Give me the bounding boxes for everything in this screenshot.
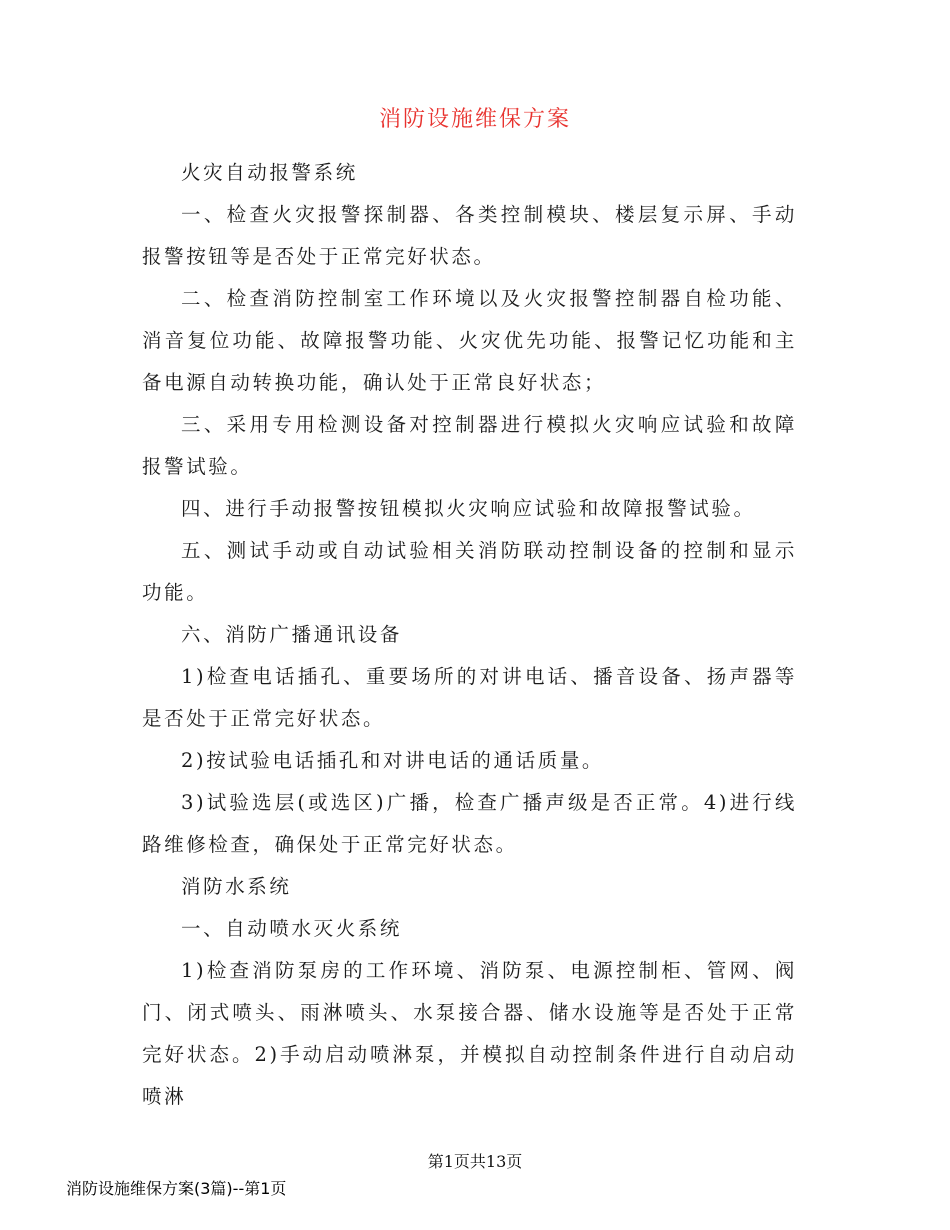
paragraph: 消防水系统 bbox=[181, 875, 292, 898]
document-body bbox=[142, 152, 797, 1118]
paragraph: 1)检查消防泵房的工作环境、消防泵、电源控制柜、管网、阀门、闭式喷头、雨淋喷头、水泵接合器、储水设施等是否处于正常完好状态。2)手动启动喷淋泵，并模拟自动控制条件进行自动启动喷淋 bbox=[142, 959, 797, 1108]
paragraph: 火灾自动报警系统 bbox=[181, 161, 358, 184]
paragraph: 2)按试验电话插孔和对讲电话的通话质量。 bbox=[181, 749, 605, 772]
paragraph: 三、采用专用检测设备对控制器进行模拟火灾响应试验和故障报警试验。 bbox=[142, 413, 797, 478]
paragraph: 二、检查消防控制室工作环境以及火灾报警控制器自检功能、消音复位功能、故障报警功能、火灾优先功能、报警记忆功能和主备电源自动转换功能，确认处于正常良好状态； bbox=[142, 287, 797, 394]
paragraph: 五、测试手动或自动试验相关消防联动控制设备的控制和显示功能。 bbox=[142, 539, 797, 604]
page-indicator: 第1页共13页 bbox=[427, 1152, 523, 1171]
paragraph: 一、检查火灾报警探制器、各类控制模块、楼层复示屏、手动报警按钮等是否处于正常完好状态。 bbox=[142, 203, 797, 268]
paragraph: 1)检查电话插孔、重要场所的对讲电话、播音设备、扬声器等是否处于正常完好状态。 bbox=[142, 665, 797, 730]
paragraph: 3)试验选层(或选区)广播，检查广播声级是否正常。4)进行线路维修检查，确保处于正常完好状态。 bbox=[142, 791, 797, 856]
paragraph: 六、消防广播通讯设备 bbox=[181, 623, 403, 646]
document-title: 消防设施维保方案 bbox=[378, 107, 571, 132]
paragraph: 四、进行手动报警按钮模拟火灾响应试验和故障报警试验。 bbox=[181, 497, 756, 520]
paragraph: 一、自动喷水灭火系统 bbox=[181, 917, 403, 940]
document-footer-label: 消防设施维保方案(3篇)--第1页 bbox=[66, 1179, 287, 1198]
